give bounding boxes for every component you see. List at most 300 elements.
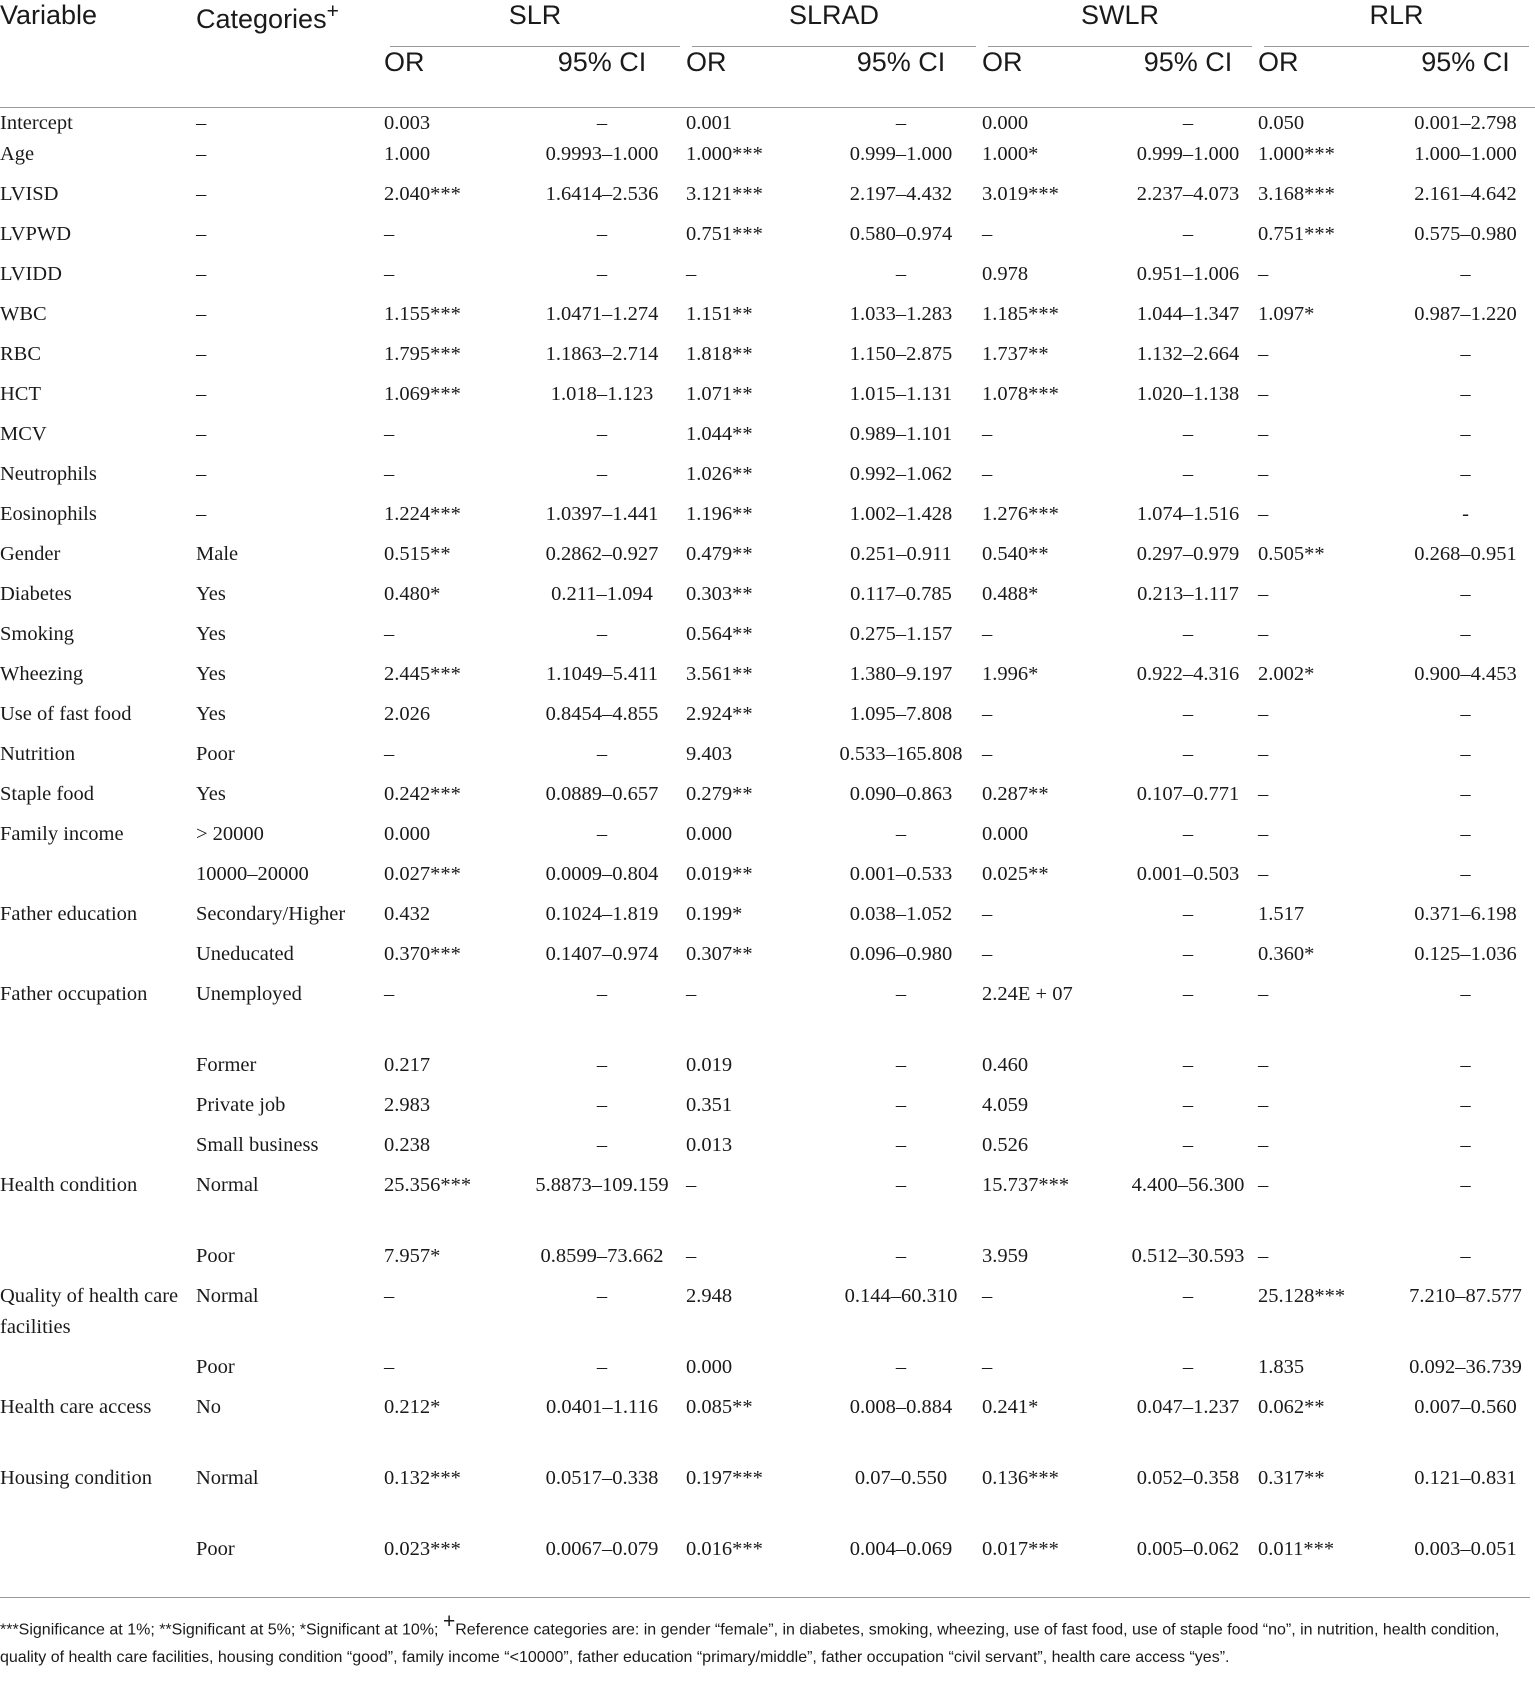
cell-or: 25.128*** <box>1258 1285 1346 1307</box>
cell-variable: Quality of health care facilities <box>0 1285 179 1338</box>
cell-or: 3.959 <box>982 1245 1029 1267</box>
cell-ci: 0.117–0.785 <box>850 583 952 605</box>
cell-or: 1.737** <box>982 343 1049 365</box>
cell-ci: – <box>596 423 608 445</box>
cell-or: 0.132*** <box>384 1467 461 1489</box>
cell-or: 0.136*** <box>982 1467 1059 1489</box>
cell-variable: Use of fast food <box>0 703 132 725</box>
header-blank <box>196 47 384 108</box>
cell-category: Small business <box>196 1134 319 1156</box>
table-row <box>0 259 1535 299</box>
cell-or: 1.517 <box>1258 903 1305 925</box>
cell-or: 0.351 <box>686 1094 733 1116</box>
header-group-label: RLR <box>1369 0 1424 30</box>
cell-ci: 1.0397–1.441 <box>545 503 659 525</box>
cell-variable: RBC <box>0 343 42 365</box>
cell-or: – <box>1258 583 1269 605</box>
cell-or: – <box>384 423 395 445</box>
cell-ci: 0.533–165.808 <box>839 743 963 765</box>
cell-or: – <box>1258 983 1269 1005</box>
cell-or: – <box>1258 1134 1269 1156</box>
footnote-mark: + <box>442 1610 456 1633</box>
cell-ci: – <box>895 983 907 1005</box>
cell-or: – <box>1258 703 1269 725</box>
cell-or: 0.238 <box>384 1134 431 1156</box>
cell-or: – <box>1258 343 1269 365</box>
cell-ci: – <box>596 1134 608 1156</box>
cell-or: 1.196** <box>686 503 753 525</box>
cell-ci: 0.0517–0.338 <box>545 1467 659 1489</box>
cell-or: 15.737*** <box>982 1174 1070 1196</box>
header-variable: Variable <box>0 0 98 30</box>
table-row <box>0 859 1535 899</box>
cell-or: 0.003 <box>384 112 431 134</box>
cell-ci: 1.074–1.516 <box>1136 503 1240 525</box>
cell-category: Poor <box>196 1356 235 1378</box>
cell-ci: – <box>1182 1094 1194 1116</box>
cell-ci: – <box>596 1285 608 1307</box>
cell-ci: – <box>1460 1245 1471 1267</box>
cell-ci: – <box>1182 823 1194 845</box>
cell-or: – <box>982 423 993 445</box>
cell-variable: Diabetes <box>0 583 72 605</box>
cell-ci: – <box>596 823 608 845</box>
cell-category: Male <box>196 543 239 565</box>
cell-ci: 0.2862–0.927 <box>545 543 659 565</box>
cell-ci: – <box>1460 263 1471 285</box>
footnote-significance: ***Significance at 1%; **Significant at 5%; *Significant at 10%; <box>0 1621 439 1639</box>
cell-or: 0.023*** <box>384 1538 461 1560</box>
cell-ci: – <box>1182 623 1194 645</box>
table-body <box>0 108 1535 1573</box>
table-row <box>0 1281 1535 1352</box>
cell-variable: Smoking <box>0 623 75 645</box>
cell-ci: – <box>1460 383 1471 405</box>
cell-variable <box>0 1241 196 1281</box>
cell-ci: – <box>596 463 608 485</box>
cell-or: – <box>686 1245 697 1267</box>
table-row <box>0 1130 1535 1170</box>
cell-ci: – <box>895 112 907 134</box>
cell-category: Former <box>196 1054 257 1076</box>
cell-or: 0.242*** <box>384 783 461 805</box>
cell-ci: 0.371–6.198 <box>1414 903 1517 925</box>
cell-or: – <box>982 903 993 925</box>
table-row <box>0 979 1535 1050</box>
cell-ci: 1.132–2.664 <box>1136 343 1240 365</box>
cell-ci: 0.004–0.069 <box>849 1538 953 1560</box>
cell-ci: – <box>1460 783 1471 805</box>
cell-ci: 0.0401–1.116 <box>546 1396 658 1418</box>
table-row <box>0 899 1535 939</box>
header-group-label: SLR <box>508 0 562 30</box>
cell-or: 0.287** <box>982 783 1049 805</box>
cell-ci: – <box>1182 112 1194 134</box>
table-row <box>0 108 1535 140</box>
cell-or: 2.026 <box>384 703 431 725</box>
cell-or: – <box>982 1285 993 1307</box>
cell-ci: – <box>596 1054 608 1076</box>
cell-category: – <box>196 112 207 134</box>
cell-ci: 1.033–1.283 <box>849 303 953 325</box>
cell-ci: – <box>596 1094 608 1116</box>
cell-ci: 0.047–1.237 <box>1136 1396 1240 1418</box>
cell-or: – <box>982 943 993 965</box>
cell-or: 0.241* <box>982 1396 1039 1418</box>
header-group-swlr <box>982 0 1258 46</box>
cell-ci: 0.0067–0.079 <box>545 1538 659 1560</box>
cell-variable: Gender <box>0 543 61 565</box>
cell-ci: 0.512–30.593 <box>1131 1245 1245 1267</box>
header-ci: 95% CI <box>1396 47 1535 108</box>
cell-ci: 1.6414–2.536 <box>545 183 659 205</box>
cell-ci: – <box>1460 1134 1471 1156</box>
cell-or: 0.360* <box>1258 943 1315 965</box>
cell-ci: – <box>596 223 608 245</box>
cell-ci: 2.161–4.642 <box>1414 183 1517 205</box>
cell-or: 0.978 <box>982 263 1029 285</box>
cell-ci: 0.0009–0.804 <box>545 863 659 885</box>
cell-or: 0.460 <box>982 1054 1029 1076</box>
header-categories <box>196 0 384 46</box>
cell-ci: 1.095–7.808 <box>849 703 953 725</box>
cell-category: No <box>196 1396 222 1418</box>
cell-or: 0.505** <box>1258 543 1325 565</box>
cell-category: 10000–20000 <box>196 863 309 885</box>
table-row <box>0 1090 1535 1130</box>
cell-ci: – <box>1460 703 1471 725</box>
cell-ci: – <box>1460 1174 1471 1196</box>
cell-category: – <box>196 183 207 205</box>
cell-ci: 1.000–1.000 <box>1414 143 1517 165</box>
table-footnote <box>0 1597 1530 1672</box>
cell-ci: 7.210–87.577 <box>1409 1285 1522 1307</box>
cell-ci: 1.015–1.131 <box>849 383 953 405</box>
cell-ci: 1.002–1.428 <box>849 503 953 525</box>
cell-ci: 0.008–0.884 <box>849 1396 953 1418</box>
cell-or: – <box>1258 1094 1269 1116</box>
cell-ci: – <box>1460 983 1471 1005</box>
header-group-slrad <box>686 0 982 46</box>
cell-category: Yes <box>196 663 226 685</box>
cell-or: – <box>1258 463 1269 485</box>
cell-or: – <box>384 463 395 485</box>
cell-or: 1.795*** <box>384 343 461 365</box>
cell-or: – <box>1258 263 1269 285</box>
cell-ci: – <box>1182 983 1194 1005</box>
header-or: OR <box>686 47 820 108</box>
cell-category: – <box>196 503 207 525</box>
cell-or: – <box>384 983 395 1005</box>
cell-ci: – <box>1182 1285 1194 1307</box>
cell-ci: – <box>596 743 608 765</box>
cell-or: 0.085** <box>686 1396 753 1418</box>
cell-or: 1.000*** <box>686 143 763 165</box>
cell-or: – <box>982 623 993 645</box>
table-row <box>0 139 1535 179</box>
table-row <box>0 699 1535 739</box>
cell-ci: 0.951–1.006 <box>1136 263 1240 285</box>
header-ci: 95% CI <box>820 47 982 108</box>
cell-ci: – <box>1182 903 1194 925</box>
table-row <box>0 1241 1535 1281</box>
table-row <box>0 499 1535 539</box>
cell-or: 0.199* <box>686 903 743 925</box>
cell-ci: 0.275–1.157 <box>849 623 953 645</box>
header-group-label: SLRAD <box>788 0 880 30</box>
cell-or: 0.013 <box>686 1134 733 1156</box>
cell-or: 0.540** <box>982 543 1049 565</box>
cell-or: 2.948 <box>686 1285 733 1307</box>
cell-ci: 0.992–1.062 <box>849 463 953 485</box>
table-row <box>0 1050 1535 1090</box>
cell-or: 0.751*** <box>1258 223 1335 245</box>
cell-ci: 1.020–1.138 <box>1136 383 1240 405</box>
cell-or: 0.564** <box>686 623 753 645</box>
cell-or: 1.069*** <box>384 383 461 405</box>
cell-ci: – <box>1460 1054 1471 1076</box>
table-row <box>0 459 1535 499</box>
cell-or: 0.050 <box>1258 112 1305 134</box>
cell-ci: 0.005–0.062 <box>1136 1538 1240 1560</box>
cell-or: 2.040*** <box>384 183 461 205</box>
cell-ci: 1.0471–1.274 <box>545 303 659 325</box>
cell-or: 0.062** <box>1258 1396 1325 1418</box>
cell-or: 0.019 <box>686 1054 733 1076</box>
cell-or: 1.000 <box>384 143 431 165</box>
cell-or: 2.445*** <box>384 663 461 685</box>
cell-ci: – <box>1460 463 1471 485</box>
cell-ci: 0.1407–0.974 <box>545 943 659 965</box>
cell-or: 0.212* <box>384 1396 441 1418</box>
cell-or: 0.000 <box>686 823 733 845</box>
cell-or: 0.000 <box>982 112 1029 134</box>
cell-or: – <box>384 743 395 765</box>
cell-category: – <box>196 383 207 405</box>
cell-ci: 0.0889–0.657 <box>545 783 659 805</box>
cell-ci: 1.044–1.347 <box>1136 303 1240 325</box>
cell-or: – <box>982 703 993 725</box>
cell-ci: 0.268–0.951 <box>1414 543 1517 565</box>
cell-ci: – <box>596 263 608 285</box>
cell-ci: – <box>1182 743 1194 765</box>
table-row <box>0 579 1535 619</box>
cell-or: – <box>982 743 993 765</box>
cell-variable <box>0 1352 196 1392</box>
cell-category: – <box>196 223 207 245</box>
cell-or: 0.197*** <box>686 1467 763 1489</box>
cell-or: 2.24E + 07 <box>982 983 1073 1005</box>
table-row <box>0 1534 1535 1572</box>
cell-or: 3.561** <box>686 663 753 685</box>
cell-or: – <box>1258 783 1269 805</box>
cell-or: 1.026** <box>686 463 753 485</box>
cell-variable: Health condition <box>0 1174 138 1196</box>
header-or: OR <box>982 47 1118 108</box>
cell-ci: 0.575–0.980 <box>1414 223 1517 245</box>
cell-ci: 4.400–56.300 <box>1131 1174 1245 1196</box>
cell-or: – <box>1258 383 1269 405</box>
cell-or: – <box>384 623 395 645</box>
cell-or: 7.957* <box>384 1245 441 1267</box>
cell-or: 2.002* <box>1258 663 1315 685</box>
cell-ci: - <box>1462 503 1469 525</box>
cell-ci: 0.8454–4.855 <box>545 703 659 725</box>
cell-category: Uneducated <box>196 943 294 965</box>
cell-or: 0.011*** <box>1258 1538 1335 1560</box>
cell-or: 0.217 <box>384 1054 431 1076</box>
cell-ci: 0.999–1.000 <box>1136 143 1240 165</box>
cell-variable: Father occupation <box>0 983 148 1005</box>
cell-variable: LVIDD <box>0 263 62 285</box>
header-categories-mark: + <box>326 0 339 23</box>
cell-ci: – <box>1460 1094 1471 1116</box>
cell-ci: 0.125–1.036 <box>1414 943 1517 965</box>
cell-ci: 0.922–4.316 <box>1136 663 1240 685</box>
cell-ci: 5.8873–109.159 <box>535 1174 669 1196</box>
cell-category: – <box>196 303 207 325</box>
table-row <box>0 179 1535 219</box>
table-row <box>0 1170 1535 1241</box>
cell-ci: 0.038–1.052 <box>849 903 953 925</box>
cell-variable: Health care access <box>0 1396 152 1418</box>
cell-category: Yes <box>196 703 226 725</box>
cell-or: 0.303** <box>686 583 753 605</box>
cell-or: – <box>384 1356 395 1378</box>
cell-or: 0.480* <box>384 583 441 605</box>
cell-or: 0.000 <box>384 823 431 845</box>
cell-variable: Father education <box>0 903 138 925</box>
cell-or: 1.000*** <box>1258 143 1335 165</box>
cell-ci: – <box>596 1356 608 1378</box>
cell-or: 0.488* <box>982 583 1039 605</box>
cell-category: Normal <box>196 1174 259 1196</box>
cell-variable <box>0 1534 196 1572</box>
cell-or: 1.818** <box>686 343 753 365</box>
cell-ci: 0.07–0.550 <box>854 1467 948 1489</box>
cell-ci: – <box>1182 703 1194 725</box>
header-categories-label: Categories <box>196 4 327 34</box>
cell-category: Normal <box>196 1467 259 1489</box>
cell-or: 1.185*** <box>982 303 1059 325</box>
table-row <box>0 939 1535 979</box>
cell-or: 25.356*** <box>384 1174 472 1196</box>
cell-ci: – <box>1460 423 1471 445</box>
cell-ci: 0.9993–1.000 <box>545 143 659 165</box>
header-blank <box>0 47 196 108</box>
cell-category: > 20000 <box>196 823 264 845</box>
cell-or: 0.019** <box>686 863 753 885</box>
cell-or: 1.044** <box>686 423 753 445</box>
cell-variable <box>0 1090 196 1130</box>
cell-or: 1.000* <box>982 143 1039 165</box>
cell-variable: Wheezing <box>0 663 84 685</box>
cell-ci: – <box>1460 743 1471 765</box>
cell-ci: 0.092–36.739 <box>1409 1356 1522 1378</box>
cell-or: 1.276*** <box>982 503 1059 525</box>
cell-or: 1.835 <box>1258 1356 1305 1378</box>
cell-ci: 1.150–2.875 <box>849 343 953 365</box>
cell-or: 1.078*** <box>982 383 1059 405</box>
cell-category: Poor <box>196 1538 235 1560</box>
cell-category: – <box>196 343 207 365</box>
cell-ci: 0.003–0.051 <box>1414 1538 1517 1560</box>
cell-or: 2.924** <box>686 703 753 725</box>
cell-category: – <box>196 463 207 485</box>
cell-or: – <box>384 1285 395 1307</box>
cell-or: 1.151** <box>686 303 753 325</box>
table-row <box>0 1463 1535 1534</box>
cell-or: – <box>1258 823 1269 845</box>
footnote-reference: Reference categories are: in gender “female”, in diabetes, smoking, wheezing, use of fast food, use of staple food “no”, in nutrition, health condition, quality of health care facilities, housing condition “good”, family income “<10000”, father education “primary/middle”, father occupation “civil servant”, health care access “yes”. <box>0 1621 1500 1667</box>
cell-ci: 0.580–0.974 <box>849 223 953 245</box>
cell-variable: LVISD <box>0 183 59 205</box>
cell-variable: Staple food <box>0 783 94 805</box>
cell-or: 3.168*** <box>1258 183 1335 205</box>
table-row <box>0 619 1535 659</box>
cell-or: – <box>384 223 395 245</box>
cell-or: 0.027*** <box>384 863 461 885</box>
cell-or: – <box>982 463 993 485</box>
cell-ci: – <box>895 1094 907 1116</box>
cell-ci: 0.900–4.453 <box>1414 663 1517 685</box>
cell-ci: 1.1863–2.714 <box>545 343 659 365</box>
cell-ci: – <box>895 1245 907 1267</box>
cell-ci: – <box>895 1174 907 1196</box>
cell-ci: 0.999–1.000 <box>849 143 953 165</box>
header-ci: 95% CI <box>1118 47 1258 108</box>
cell-variable: Age <box>0 143 35 165</box>
cell-ci: – <box>1182 1054 1194 1076</box>
cell-ci: 0.297–0.979 <box>1136 543 1240 565</box>
cell-ci: 0.121–0.831 <box>1414 1467 1517 1489</box>
cell-ci: 2.197–4.432 <box>849 183 953 205</box>
header-group-label: SWLR <box>1081 0 1160 30</box>
cell-or: – <box>1258 423 1269 445</box>
cell-ci: – <box>1182 943 1194 965</box>
cell-category: Private job <box>196 1094 286 1116</box>
table-row <box>0 1392 1535 1463</box>
cell-or: 0.479** <box>686 543 753 565</box>
cell-ci: – <box>1182 1356 1194 1378</box>
cell-or: – <box>1258 1054 1269 1076</box>
cell-ci: 0.052–0.358 <box>1136 1467 1240 1489</box>
cell-variable: Eosinophils <box>0 503 97 525</box>
cell-or: 0.751*** <box>686 223 763 245</box>
cell-variable: Intercept <box>0 112 73 134</box>
cell-or: 1.996* <box>982 663 1039 685</box>
cell-variable <box>0 1130 196 1170</box>
cell-or: – <box>982 223 993 245</box>
cell-category: Yes <box>196 783 226 805</box>
cell-ci: – <box>1460 823 1471 845</box>
cell-or: 0.025** <box>982 863 1049 885</box>
cell-or: – <box>686 263 697 285</box>
header-ci: 95% CI <box>518 47 686 108</box>
cell-variable: WBC <box>0 303 47 325</box>
cell-ci: 0.096–0.980 <box>849 943 953 965</box>
cell-or: – <box>1258 623 1269 645</box>
cell-variable <box>0 859 196 899</box>
table-row <box>0 219 1535 259</box>
cell-ci: – <box>895 1134 907 1156</box>
cell-ci: – <box>596 623 608 645</box>
cell-category: – <box>196 143 207 165</box>
cell-ci: 0.107–0.771 <box>1136 783 1240 805</box>
cell-ci: 0.001–0.533 <box>849 863 953 885</box>
cell-ci: 0.144–60.310 <box>844 1285 958 1307</box>
cell-or: 0.000 <box>686 1356 733 1378</box>
